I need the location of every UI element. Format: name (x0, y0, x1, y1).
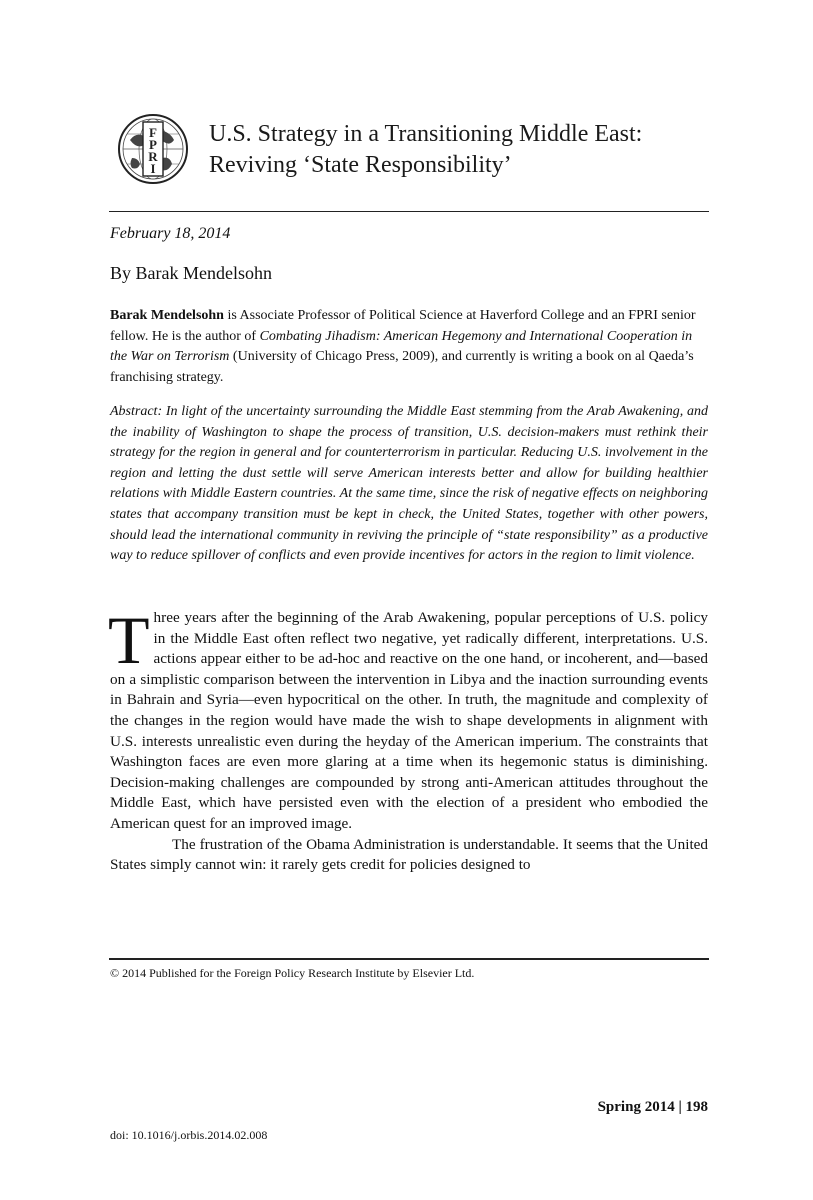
svg-text:F: F (149, 125, 157, 140)
book-title: Combating Jihadism: American Hegemony and International Cooperation in the War on Terrorism (110, 328, 693, 364)
drop-cap: T (108, 602, 150, 678)
author-name: Barak Mendelsohn (110, 308, 224, 323)
copyright-notice: © 2014 Published for the Foreign Policy Research Institute by Elsevier Ltd. (110, 966, 475, 980)
article-title (209, 119, 729, 181)
article-body (108, 602, 708, 876)
paragraph-2: The frustration of the Obama Administration is understandable. It seems that the United States simply cannot win: it rarely gets credit for policies designed to (110, 835, 708, 874)
footer-divider (109, 958, 709, 960)
svg-text:I: I (150, 161, 156, 176)
title-line-1: U.S. Strategy in a Transitioning Middle East: (209, 121, 643, 147)
byline: By Barak Mendelsohn (110, 263, 272, 283)
fpri-logo (116, 112, 190, 186)
issue-page-number: Spring 2014 | 198 (597, 1099, 708, 1115)
svg-text:R: R (148, 149, 158, 164)
bio-text-2: (University of Chicago Press, 2009), and currently is writing a book on al Qaeda’s franchising strategy. (110, 349, 694, 385)
header-divider (109, 211, 709, 212)
bio-text-1: is Associate Professor of Political Science at Haverford College and an FPRI senior fellow. He is the author of (110, 308, 696, 344)
publication-date: February 18, 2014 (110, 225, 231, 242)
abstract: Abstract: In light of the uncertainty surrounding the Middle East stemming from the Arab Awakening, and the inability of Washington to shape the process of transition, U.S. decision-makers must rethink their strategy for the region in general and for counterterrorism in particular. Reducing U.S. involvement in the region and letting the dust settle will serve American interests better and allow for building healthier relations with Middle Eastern countries. At the same time, since the risk of negative effects on neighboring states that accompany transition must be kept in check, the United States, together with other powers, should lead the international community in reviving the principle of “state responsibility” as a productive way to reduce spillover of conflicts and even provide incentives for actors in the region to limit violence. (110, 404, 708, 564)
paragraph-1-text: hree years after the beginning of the Arab Awakening, popular perceptions of U.S. policy in the Middle East often reflect two negative, yet radically different, interpretations. U.S. actions appear either to be ad-hoc and reactive on the one hand, or incoherent, and—based on a simplistic comparison between the intervention in Libya and the inaction surrounding events in Bahrain and Syria—even hypocritical on the other. In truth, the magnitude and complexity of the changes in the region would have made the wish to shape developments in alignment with U.S. interests unrealistic even during the heyday of the American imperium. The constraints that Washington faces are even more glaring at a time when its hegemonic status is diminishing. Decision-making challenges are compounded by strong anti-American attitudes throughout the Middle East, which have persisted even with the election of a president who embodied the American quest for an improved image. (110, 609, 708, 832)
title-line-2: Reviving ‘State Responsibility’ (209, 152, 512, 178)
author-bio (110, 306, 708, 388)
svg-text:P: P (149, 137, 157, 152)
globe-icon (116, 112, 190, 186)
doi-link: doi: 10.1016/j.orbis.2014.02.008 (110, 1128, 268, 1142)
paragraph-1 (108, 602, 708, 835)
